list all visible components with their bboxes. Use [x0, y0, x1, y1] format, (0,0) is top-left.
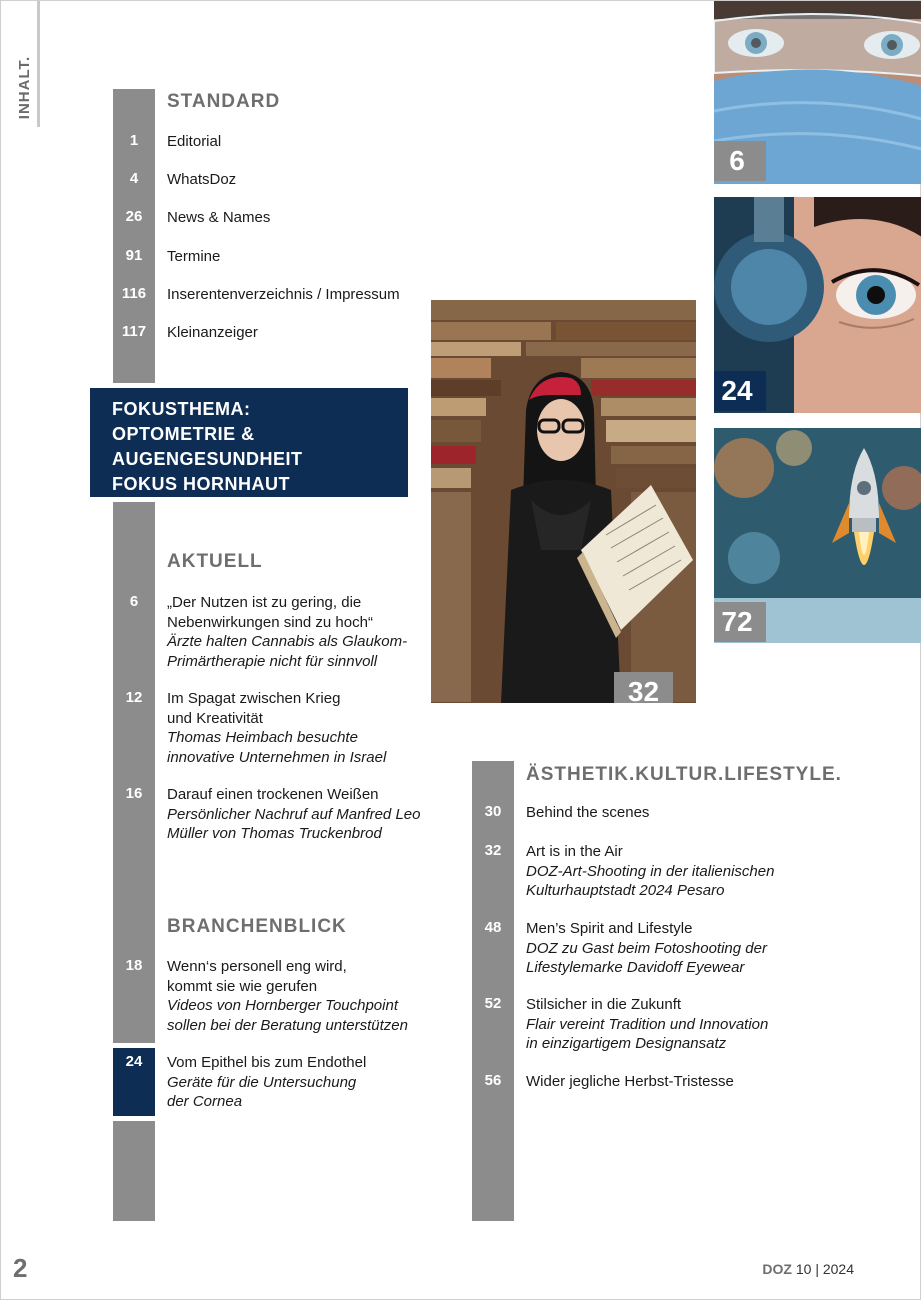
entry-subtitle-line: sollen bei der Beratung unterstützen	[167, 1016, 408, 1034]
toc-entry-epithel[interactable]	[167, 1053, 366, 1112]
toc-entry-news-names[interactable]: News & Names	[167, 209, 271, 226]
entry-subtitle-line: Flair vereint Tradition und Innovation	[526, 1015, 769, 1033]
magazine-name: DOZ	[762, 1261, 792, 1277]
toc-entry-nachruf[interactable]	[167, 785, 420, 844]
side-label	[16, 49, 41, 127]
entry-subtitle-line: Geräte für die Untersuchung	[167, 1073, 357, 1091]
toc-entry-herbst[interactable]	[526, 1072, 734, 1092]
entry-subtitle-line: Kulturhauptstadt 2024 Pesaro	[526, 882, 725, 899]
inhalt-label: INHALT.	[16, 55, 34, 120]
photo-illustration	[431, 300, 696, 703]
toc-entry-mens-spirit[interactable]	[526, 919, 767, 978]
entry-title-line: und Kreativität	[167, 709, 263, 727]
photo-safety-glasses	[714, 1, 921, 184]
entry-subtitle-line: Videos von Hornberger Touchpoint	[167, 997, 398, 1014]
entry-title-line: kommt sie wie gerufen	[167, 977, 318, 995]
photo-rocket	[714, 428, 921, 643]
toc-entry-touchpoint[interactable]	[167, 957, 408, 1035]
entry-subtitle-line: Primärtherapie nicht für sinnvoll	[167, 652, 378, 670]
section-heading-branchenblick: BRANCHENBLICK	[167, 916, 347, 937]
entry-title-line: Darauf einen trockenen Weißen	[167, 786, 379, 803]
entry-title-line: Vom Epithel bis zum Endothel	[167, 1054, 367, 1071]
toc-number: 18	[125, 957, 143, 974]
photo-eye-microscope	[714, 197, 921, 413]
toc-entry-whatsdoz[interactable]: WhatsDoz	[167, 171, 237, 188]
issue-number: 10 | 2024	[795, 1261, 854, 1277]
toc-number: 24	[125, 1053, 143, 1070]
section-heading-standard: STANDARD	[167, 91, 281, 112]
toc-entry-stilsicher[interactable]	[526, 995, 768, 1054]
entry-title-line: Nebenwirkungen sind zu hoch“	[167, 613, 373, 631]
entry-title-line: Art is in the Air	[526, 843, 623, 860]
issue-info	[762, 1261, 854, 1277]
entry-subtitle-line: der Cornea	[167, 1093, 243, 1110]
entry-subtitle-line: Müller von Thomas Truckenbrod	[167, 825, 382, 842]
photo-woman-with-book	[431, 300, 696, 703]
focus-topic-box	[90, 388, 408, 497]
toc-entry-art-in-air[interactable]	[526, 842, 774, 901]
entry-title-line: Stilsicher in die Zukunft	[526, 996, 682, 1013]
toc-entry-kleinanzeiger[interactable]: Kleinanzeiger	[167, 324, 258, 341]
toc-number: 117	[121, 323, 147, 340]
entry-title-line: Men’s Spirit and Lifestyle	[526, 920, 693, 937]
focus-line: FOKUS HORNHAUT	[112, 474, 290, 494]
entry-subtitle-line: Ärzte halten Cannabis als Glaukom-	[167, 633, 408, 650]
toc-entry-spagat[interactable]	[167, 689, 386, 767]
bottom-number-column	[113, 1121, 155, 1221]
entry-subtitle-line: Persönlicher Nachruf auf Manfred Leo	[167, 805, 421, 823]
entry-title-line: „Der Nutzen ist zu gering, die	[167, 594, 362, 611]
toc-number: 32	[484, 842, 502, 859]
toc-number: 30	[484, 803, 502, 820]
toc-number: 16	[125, 785, 143, 802]
toc-entry-termine[interactable]: Termine	[167, 248, 221, 265]
toc-number: 56	[484, 1072, 502, 1089]
entry-subtitle-line: DOZ-Art-Shooting in der italienischen	[526, 862, 775, 880]
page-number: 2	[13, 1253, 28, 1283]
focus-line: OPTOMETRIE &	[112, 424, 255, 444]
page-badge-72[interactable]: 72	[714, 602, 766, 642]
section-heading-lifestyle: ÄSTHETIK.KULTUR.LIFESTYLE.	[526, 764, 842, 785]
page-badge-24[interactable]: 24	[714, 371, 766, 411]
entry-subtitle-line: Lifestylemarke Davidoff Eyewear	[526, 959, 745, 976]
entry-title-line: Behind the scenes	[526, 804, 650, 821]
toc-entry-inserenten[interactable]: Inserentenverzeichnis / Impressum	[167, 286, 400, 303]
toc-number: 91	[125, 247, 143, 264]
toc-entry-cannabis[interactable]	[167, 593, 407, 671]
entry-title-line: Wider jegliche Herbst-Tristesse	[526, 1073, 734, 1090]
toc-number: 4	[129, 170, 139, 187]
toc-entry-editorial[interactable]: Editorial	[167, 133, 222, 150]
entry-subtitle-line: in einzigartigem Designansatz	[526, 1035, 727, 1052]
focus-line: AUGENGESUNDHEIT	[112, 449, 303, 469]
entry-title-line: Im Spagat zwischen Krieg	[167, 690, 341, 707]
focus-line: FOKUSTHEMA:	[112, 399, 251, 419]
toc-number: 12	[125, 689, 143, 706]
toc-entry-behind-scenes[interactable]	[526, 803, 649, 823]
toc-number: 1	[129, 132, 139, 149]
entry-subtitle-line: DOZ zu Gast beim Fotoshooting der	[526, 939, 767, 957]
section-heading-aktuell: AKTUELL	[167, 551, 263, 572]
entry-title-line: Wenn‘s personell eng wird,	[167, 958, 347, 975]
toc-number: 116	[121, 285, 147, 302]
lifestyle-number-column	[472, 761, 514, 1221]
toc-number: 52	[484, 995, 502, 1012]
toc-number: 6	[129, 593, 139, 610]
toc-number: 48	[484, 919, 502, 936]
entry-subtitle-line: Thomas Heimbach besuchte	[167, 729, 358, 746]
page-badge-6[interactable]: 6	[714, 141, 766, 181]
toc-number: 26	[125, 208, 143, 225]
page-badge-32[interactable]: 32	[614, 672, 673, 703]
entry-subtitle-line: innovative Unternehmen in Israel	[167, 748, 387, 766]
